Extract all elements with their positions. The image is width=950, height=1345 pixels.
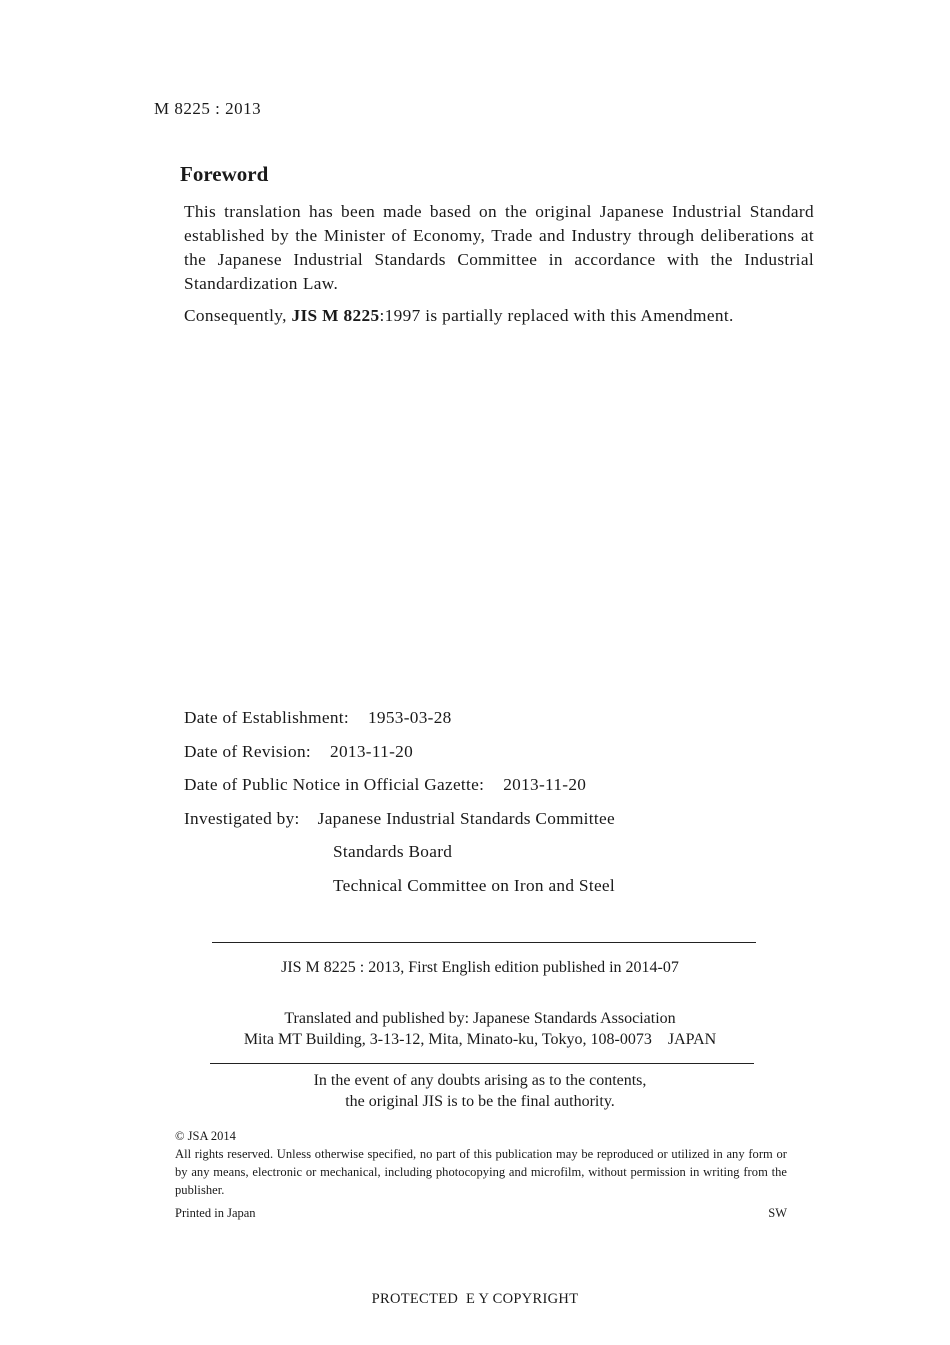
doubts-line-2: the original JIS is to be the final authority. [345,1093,615,1110]
revision-row [184,740,615,774]
establishment-value: 1953-03-28 [367,708,452,727]
establishment-row [184,706,615,740]
copyright-block [175,1127,787,1199]
authority-notice [0,1070,950,1112]
establishment-label: Date of Establishment: [184,708,349,727]
replaced-standard: JIS M 8225 [291,306,380,325]
rights-statement: All rights reserved. Unless otherwise specified, no part of this publication may be reproduced or utilized in any form or by any means, electronic or mechanical, including photocopying and microfilm, without permission in writing from the publisher. [175,1147,787,1197]
replacement-statement [184,306,734,326]
investigated-committee: Japanese Industrial Standards Committee [317,808,615,828]
replacement-prefix: Consequently, [184,306,292,325]
revision-value: 2013-11-20 [330,741,414,761]
edition-statement: JIS M 8225 : 2013, First English edition published in 2014-07 [281,959,679,976]
revision-label: Date of Revision: [184,741,312,761]
print-code: SW [768,1206,787,1220]
publisher-address: Mita MT Building, 3-13-12, Mita, Minato-ku, Tokyo, 108-0073 JAPAN [243,1031,717,1048]
standard-dates [184,706,615,907]
copyright-notice: © JSA 2014 [175,1129,236,1143]
replacement-suffix: :1997 is partially replaced with this Amendment. [379,306,734,325]
investigated-label: Investigated by: [184,808,300,828]
printed-row [175,1206,787,1221]
foreword-heading: Foreword [180,162,269,186]
printed-in: Printed in Japan [175,1206,256,1220]
publisher-block [0,1008,950,1050]
document-code: M 8225 : 2013 [154,99,262,118]
gazette-label: Date of Public Notice in Official Gazette: [184,775,485,794]
investigated-technical-committee: Technical Committee on Iron and Steel [333,875,615,895]
gazette-row [184,773,615,807]
investigated-board: Standards Board [333,842,453,861]
divider-bottom [210,1063,754,1064]
divider-top [212,942,756,943]
investigated-row [184,807,615,841]
protected-by-copyright: PROTECTED E Y COPYRIGHT [371,1291,579,1307]
foreword-paragraph: This translation has been made based on the original Japanese Industrial Standard established by the Minister of Economy, Trade and Industry through deliberations at the Japanese Industrial Standards Committee in accordance with the Industrial Standardization Law. [184,202,814,293]
gazette-value: 2013-11-20 [503,775,587,794]
doubts-line-1: In the event of any doubts arising as to the contents, [313,1072,647,1089]
translated-by: Translated and published by: Japanese Standards Association [284,1010,676,1027]
